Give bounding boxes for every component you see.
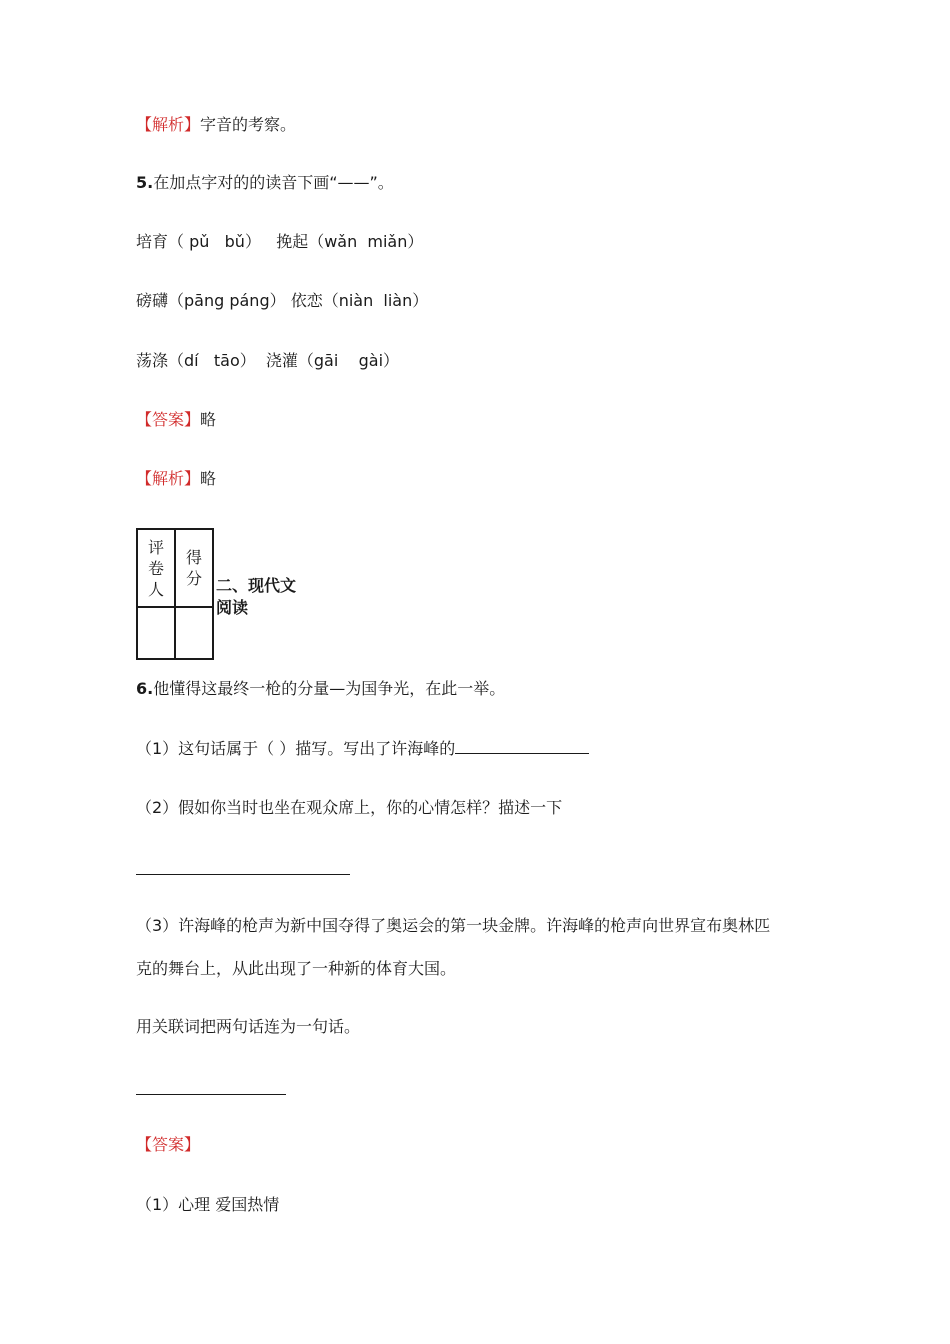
section-title: 二、现代文阅读 — [216, 576, 297, 617]
analysis-tag: 【解析】 — [136, 115, 201, 134]
answer-blank-line[interactable] — [136, 874, 350, 875]
score-input-cell[interactable] — [175, 607, 213, 659]
score-label-cell — [175, 529, 213, 607]
grader-label: 评卷人 — [147, 537, 164, 599]
q6-sub3-instruction: 用关联词把两句话连为一句话。 — [136, 1017, 361, 1036]
q6-sub2: （2）假如你当时也坐在观众席上，你的心情怎样？描述一下 — [136, 798, 563, 817]
sub-question-text: （1）这句话属于（ ）描写。写出了许海峰的 — [136, 739, 456, 758]
grader-label-cell — [137, 529, 175, 607]
q5-option-line-2: 磅礴（pāng páng） 依恋（niàn liàn） — [136, 291, 429, 310]
q5-prompt — [136, 172, 394, 194]
analysis-text: 略 — [200, 469, 217, 488]
q4-analysis — [136, 114, 296, 136]
question-number: 5. — [136, 173, 154, 192]
answer-tag: 【答案】 — [136, 410, 201, 429]
q5-analysis — [136, 468, 216, 490]
question-text: 在加点字对的的读音下画“——”。 — [153, 173, 394, 192]
q6-sub3-line1: （3）许海峰的枪声为新中国夺得了奥运会的第一块金牌。许海峰的枪声向世界宣布奥林匹 — [136, 916, 771, 935]
analysis-text: 字音的考察。 — [200, 115, 297, 134]
q6-prompt — [136, 678, 505, 700]
q6-sub1 — [136, 737, 589, 760]
answer-text: 略 — [200, 410, 217, 429]
answer-tag: 【答案】 — [136, 1135, 201, 1154]
q5-answer — [136, 409, 216, 431]
q5-option-line-3: 荡涤（dí tāo） 浇灌（gāi gài） — [136, 351, 400, 370]
score-label: 得分 — [185, 548, 202, 588]
q5-option-line-1: 培育（ pǔ bǔ） 挽起（wǎn miǎn） — [136, 232, 424, 251]
q6-sub3-line2: 克的舞台上，从此出现了一种新的体育大国。 — [136, 959, 457, 978]
grader-input-cell[interactable] — [137, 607, 175, 659]
analysis-tag: 【解析】 — [136, 469, 201, 488]
score-box — [136, 528, 214, 660]
question-number: 6. — [136, 679, 154, 698]
answer-blank[interactable] — [455, 737, 589, 754]
q6-answer-tag — [136, 1134, 200, 1156]
answer-blank-line[interactable] — [136, 1094, 286, 1095]
question-text: 他懂得这最终一枪的分量—为国争光，在此一举。 — [153, 679, 506, 698]
q6-answer-1: （1）心理 爱国热情 — [136, 1195, 280, 1214]
